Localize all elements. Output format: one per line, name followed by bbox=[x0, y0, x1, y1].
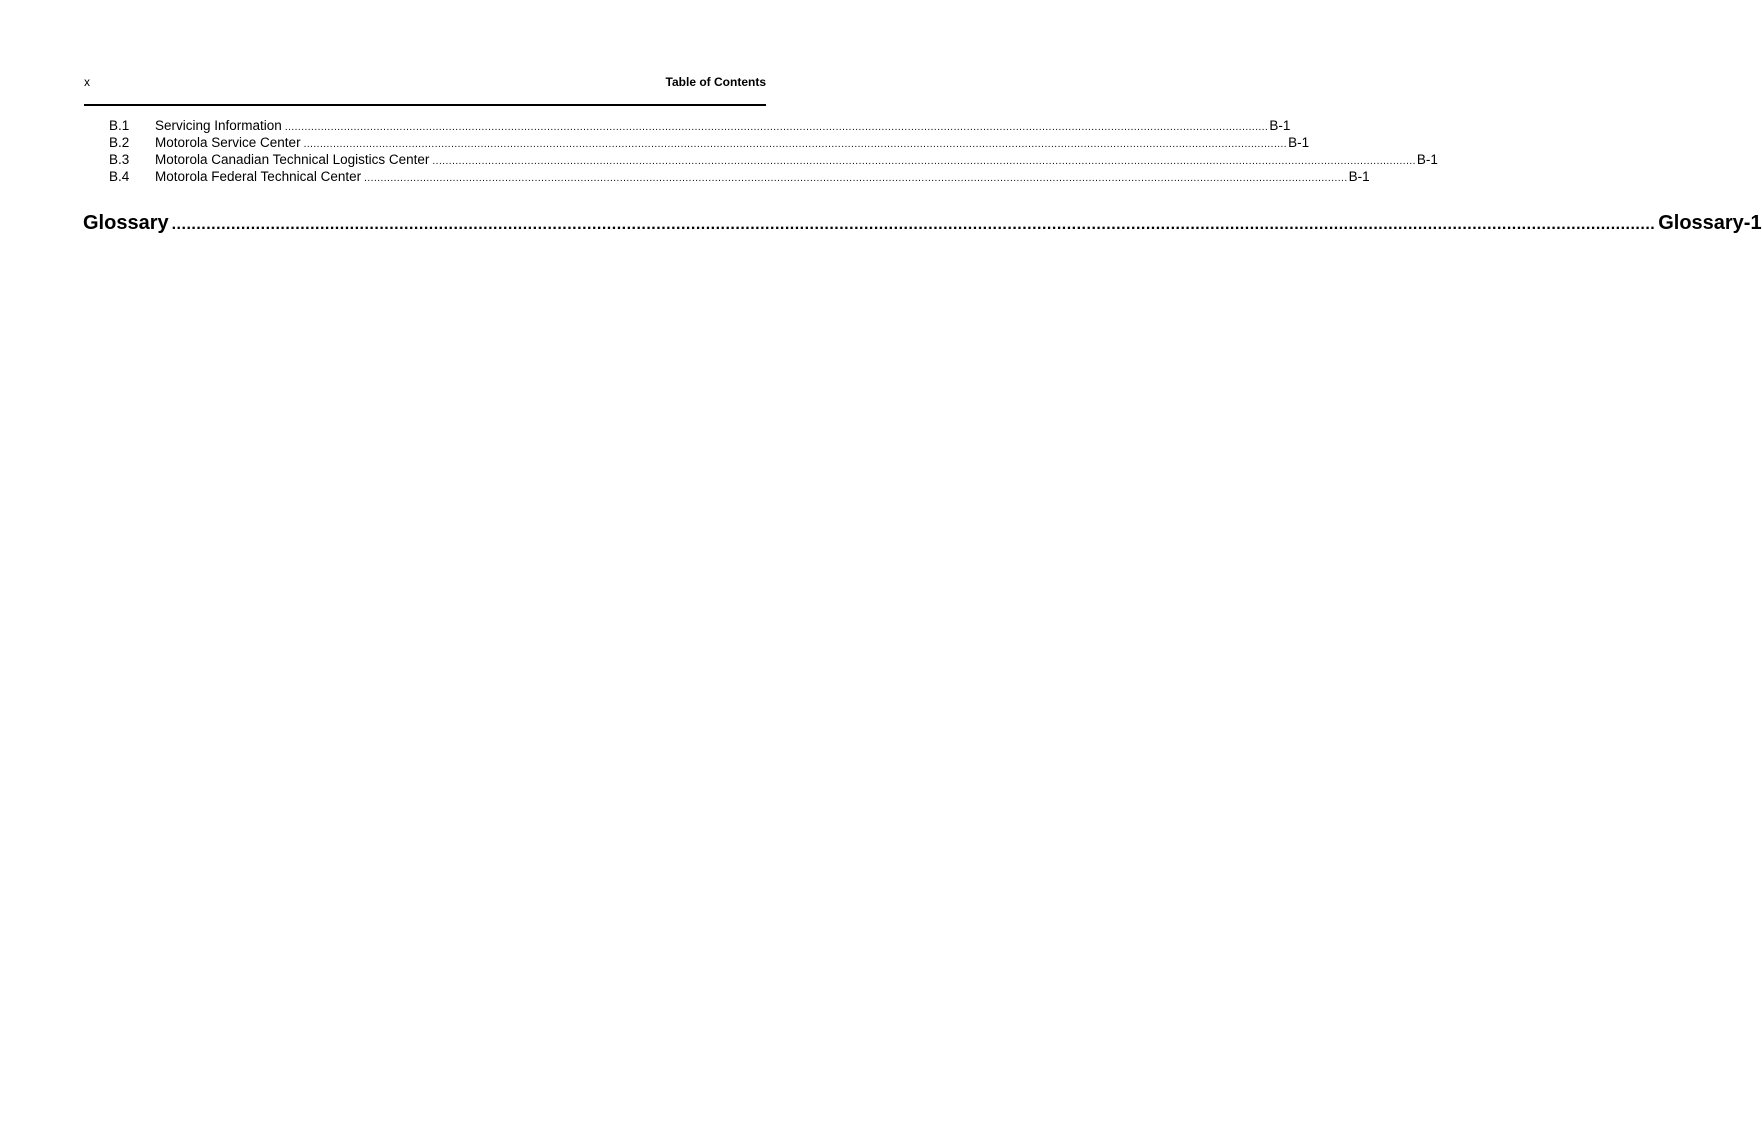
toc-entry-b3[interactable] bbox=[109, 151, 1438, 168]
toc-entry-title: Motorola Service Center bbox=[155, 135, 301, 150]
dot-leader: ............................................................................................................................................................................................................................................................................................................ bbox=[432, 156, 1416, 167]
running-title: Table of Contents bbox=[665, 75, 766, 89]
page-header bbox=[84, 75, 766, 91]
toc-entry-title: Servicing Information bbox=[155, 118, 282, 133]
toc-list bbox=[109, 117, 1438, 185]
page-number: x bbox=[84, 75, 90, 89]
toc-entry-number: B.1 bbox=[109, 118, 130, 133]
toc-entry-b4[interactable] bbox=[109, 168, 1370, 185]
toc-entry-page: B-1 bbox=[1416, 152, 1438, 167]
toc-entry-title: Motorola Federal Technical Center bbox=[155, 169, 362, 184]
toc-entry-page: B-1 bbox=[1288, 135, 1310, 150]
dot-leader: ............................................................................................................................................................................................................................................................................................................ bbox=[284, 122, 1269, 133]
header-rule bbox=[84, 104, 766, 106]
toc-entry-page: B-1 bbox=[1348, 169, 1370, 184]
dot-leader: ............................................................................................................................................................................................................................................................................................................ bbox=[303, 139, 1288, 150]
toc-entry-page: B-1 bbox=[1269, 118, 1291, 133]
dot-leader: ............................................................................................................................................................................................................................................................................................................ bbox=[364, 173, 1348, 184]
glossary-page: Glossary-1 bbox=[1658, 212, 1762, 234]
toc-entry-number: B.3 bbox=[109, 152, 130, 167]
toc-entry-b2[interactable] bbox=[109, 134, 1310, 151]
toc-entry-b1[interactable] bbox=[109, 117, 1291, 134]
toc-entry-number: B.2 bbox=[109, 135, 130, 150]
dot-leader: ............................................................................................................................................................................................................................................................................................................ bbox=[171, 216, 1656, 233]
toc-entry-number: B.4 bbox=[109, 169, 130, 184]
toc-entry-title: Motorola Canadian Technical Logistics Center bbox=[155, 152, 430, 167]
toc-entry-glossary[interactable] bbox=[83, 210, 1762, 238]
glossary-title: Glossary bbox=[83, 212, 169, 234]
